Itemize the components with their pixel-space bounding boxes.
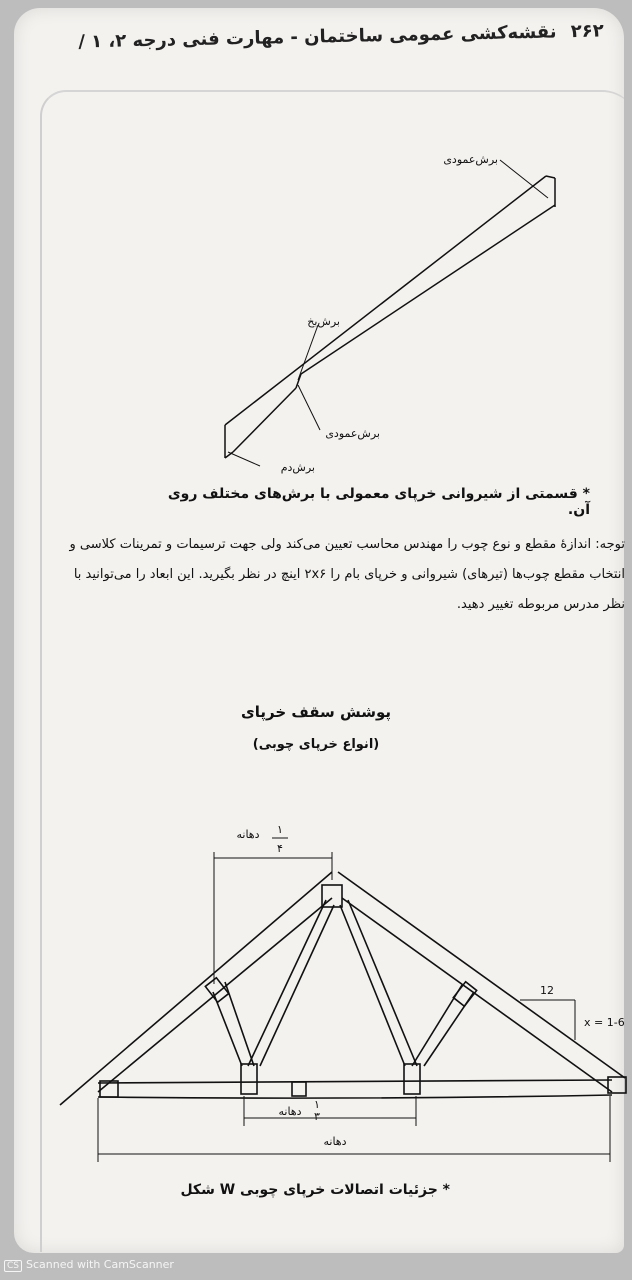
right-top-chord-outer [338,872,625,1078]
watermark-text: Scanned with CamScanner [26,1258,174,1271]
quarter-denominator: ۴ [277,842,283,855]
figure1-caption: * قسمتی از شیروانی خرپای معمولی با برش‌های مختلف روی آن. [167,486,590,518]
label-vertical-cut: برش‌عمودی [325,427,380,440]
slope-run-label: 12 [540,984,554,997]
label-mid-cut: برش‌بخ [307,315,340,328]
note-paragraph [40,530,625,620]
center-splice [292,1082,306,1096]
camscanner-logo: CS [4,1260,22,1272]
section-title: پوشش سقف خرپای [241,703,391,721]
bottom-chord-top [98,1080,612,1083]
label-top-cut: برش‌عمودی [443,153,498,166]
third-denominator: ۳ [314,1110,320,1123]
slope-rise-label: x = 1-6 [584,1016,625,1029]
figure2-caption: * جزئیات اتصالات خرپای چوبی W شکل [180,1182,450,1198]
left-chord-gusset [205,978,228,1002]
quarter-numerator: ۱ [277,823,283,836]
third-span-label: دهانه [278,1105,302,1118]
leader-mid-cut [298,325,318,380]
label-tail-cut: برش‌دم [280,461,315,474]
left-panel-gusset [241,1064,257,1094]
leader-tail-cut [228,452,260,466]
leader-vertical-cut [298,385,320,430]
web-left-inner-b [260,905,334,1066]
rafter-bottom-edge-upper [301,205,555,374]
quarter-span-label: دهانه [236,828,260,841]
left-top-chord-outer [60,872,332,1105]
header-title: نقشه‌کشی عمومی ساختمان - مهارت فنی درجه ۲، ۱ / [78,21,557,53]
section-subtitle: (انواع خرپای چوبی) [252,737,380,752]
third-numerator: ۱ [314,1098,320,1111]
w-truss-figure [60,852,626,1162]
web-right-inner-a [340,905,405,1066]
note-line: نظر مدرس مربوطه تغییر دهید. [456,597,625,612]
rafter-bottom-edge-lower [233,388,296,452]
span-label: دهانه [323,1135,347,1148]
page-number: ۲۶۲ [570,20,604,43]
scanner-watermark [4,1258,174,1272]
plumb-cut-top [546,176,555,178]
web-left-inner-a [248,900,326,1066]
right-panel-gusset [404,1064,420,1094]
bottom-chord-bottom [98,1095,612,1098]
rafter-top-edge [225,176,546,425]
note-line: توجه: اندازهٔ مقطع و نوع چوب را مهندس محاسب تعیین می‌کند ولی جهت ترسیمات و تمرینات کلاسی و [69,537,625,552]
note-line: انتخاب مقطع چوب‌ها (تیرهای) شیروانی و خرپای بام را ۲x۶ اینچ در نظر بگیرید. این ابعاد را می‌توانید با [73,567,625,582]
right-top-chord-inner [342,898,612,1092]
web-right-inner-b [348,900,417,1066]
rafter-figure [225,160,555,466]
web-left-outer-b [225,982,254,1066]
